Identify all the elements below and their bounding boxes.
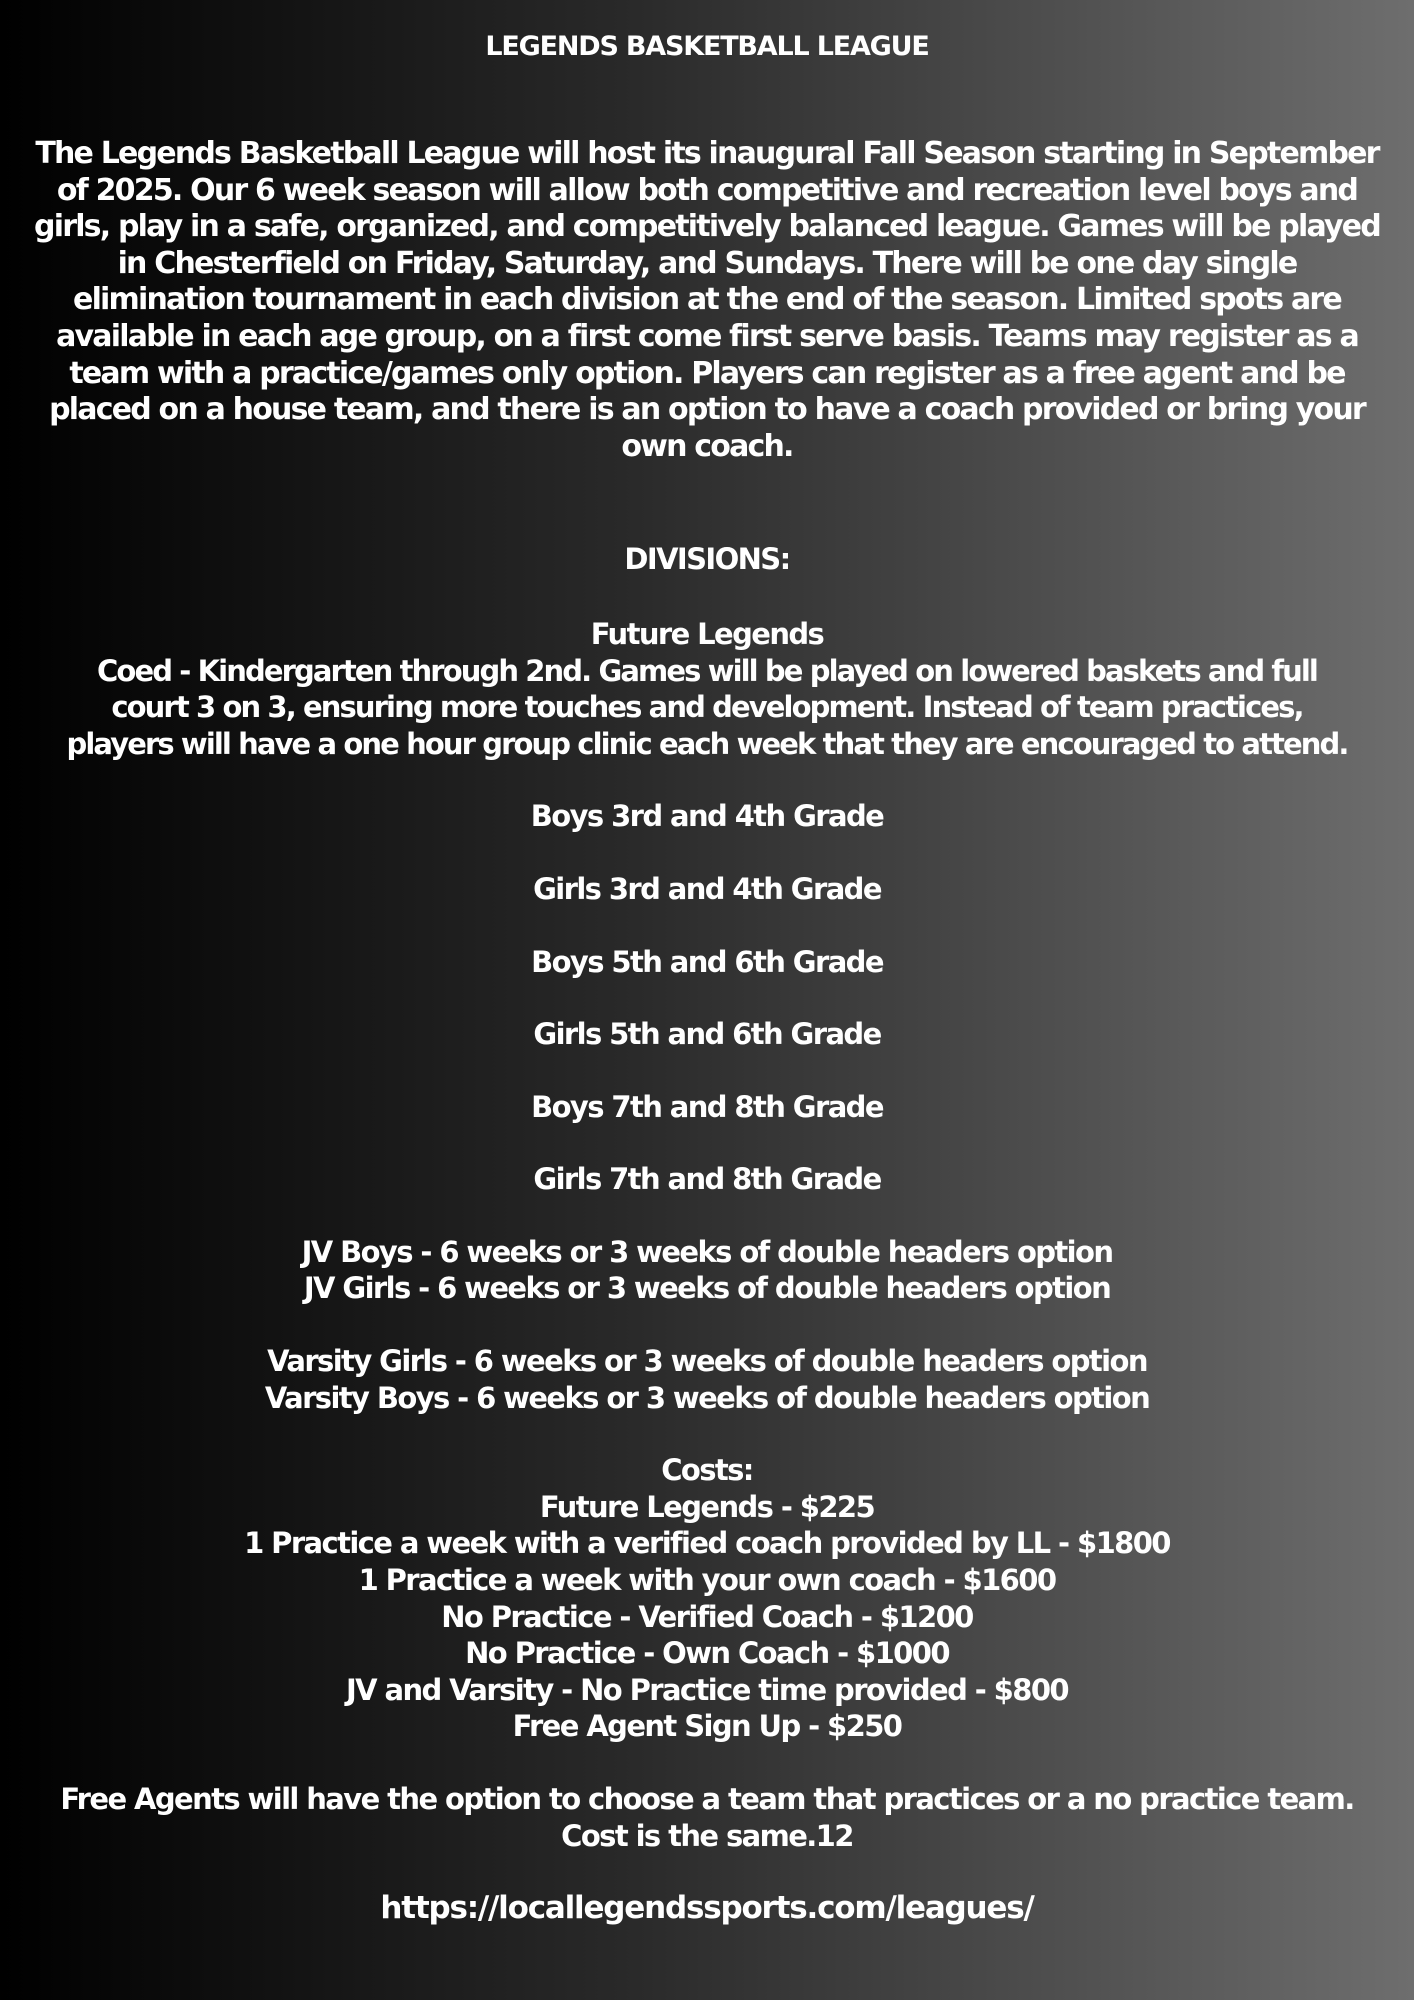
costs-section	[8, 1452, 1406, 1745]
intro-line: of 2025. Our 6 week season will allow both competitive and recreation level boys and	[56, 172, 1358, 208]
cost-item: 1 Practice a week with a verified coach provided by LL - $1800	[244, 1526, 1170, 1561]
page-title: LEGENDS BASKETBALL LEAGUE	[485, 31, 929, 62]
varsity-division-item: Varsity Girls - 6 weeks or 3 weeks of double headers option	[267, 1344, 1147, 1379]
intro-line: available in each age group, on a first come first serve basis. Teams may register as a	[56, 318, 1358, 354]
intro-line: team with a practice/games only option. Players can register as a free agent and be	[69, 355, 1345, 391]
cost-item: 1 Practice a week with your own coach - $1600	[358, 1563, 1056, 1598]
cost-item: Future Legends - $225	[539, 1489, 875, 1524]
future-legends-line: players will have a one hour group clinic each week that they are encouraged to attend.	[66, 726, 1348, 761]
intro-line: girls, play in a safe, organized, and competitively balanced league. Games will be played	[34, 209, 1380, 245]
costs-heading: Costs:	[661, 1453, 753, 1488]
intro-line: own coach.	[621, 428, 793, 464]
jv-divisions	[8, 1234, 1406, 1307]
intro-line: elimination tournament in each division at the end of the season. Limited spots are	[73, 282, 1341, 318]
cost-item: Free Agent Sign Up - $250	[512, 1709, 902, 1744]
free-agent-note-line: Free Agents will have the option to choose a team that practices or a no practice team.	[60, 1782, 1354, 1816]
varsity-division-item: Varsity Boys - 6 weeks or 3 weeks of double headers option	[264, 1380, 1150, 1415]
cost-item: JV and Varsity - No Practice time provided - $800	[345, 1672, 1069, 1707]
cost-item: No Practice - Own Coach - $1000	[465, 1636, 949, 1671]
division-item: Boys 5th and 6th Grade	[531, 944, 883, 979]
divisions-heading: DIVISIONS:	[624, 542, 790, 577]
division-item: Boys 7th and 8th Grade	[531, 1089, 883, 1124]
intro-paragraph	[8, 136, 1406, 465]
varsity-divisions	[8, 1343, 1406, 1416]
free-agent-note-line: Cost is the same.12	[561, 1818, 853, 1853]
division-item: Girls 5th and 6th Grade	[533, 1017, 881, 1052]
jv-division-item: JV Boys - 6 weeks or 3 weeks of double headers option	[301, 1234, 1113, 1269]
league-url-link[interactable]: https://locallegendssports.com/leagues/	[380, 1890, 1034, 1927]
future-legends-title: Future Legends	[590, 616, 824, 651]
cost-item: No Practice - Verified Coach - $1200	[441, 1599, 973, 1634]
intro-line: in Chesterfield on Friday, Saturday, and Sundays. There will be one day single	[117, 245, 1297, 281]
future-legends-line: Coed - Kindergarten through 2nd. Games will be played on lowered baskets and full	[97, 653, 1317, 688]
future-legends-line: court 3 on 3, ensuring more touches and development. Instead of team practices,	[111, 690, 1303, 725]
division-item: Boys 3rd and 4th Grade	[530, 799, 884, 834]
future-legends-description	[8, 653, 1406, 763]
free-agent-note	[8, 1781, 1406, 1854]
division-item: Girls 3rd and 4th Grade	[533, 871, 881, 906]
intro-line: placed on a house team, and there is an option to have a coach provided or bring your	[49, 392, 1365, 428]
jv-division-item: JV Girls - 6 weeks or 3 weeks of double headers option	[303, 1271, 1111, 1306]
intro-line: The Legends Basketball League will host its inaugural Fall Season starting in September	[35, 136, 1379, 171]
division-item: Girls 7th and 8th Grade	[533, 1162, 881, 1197]
